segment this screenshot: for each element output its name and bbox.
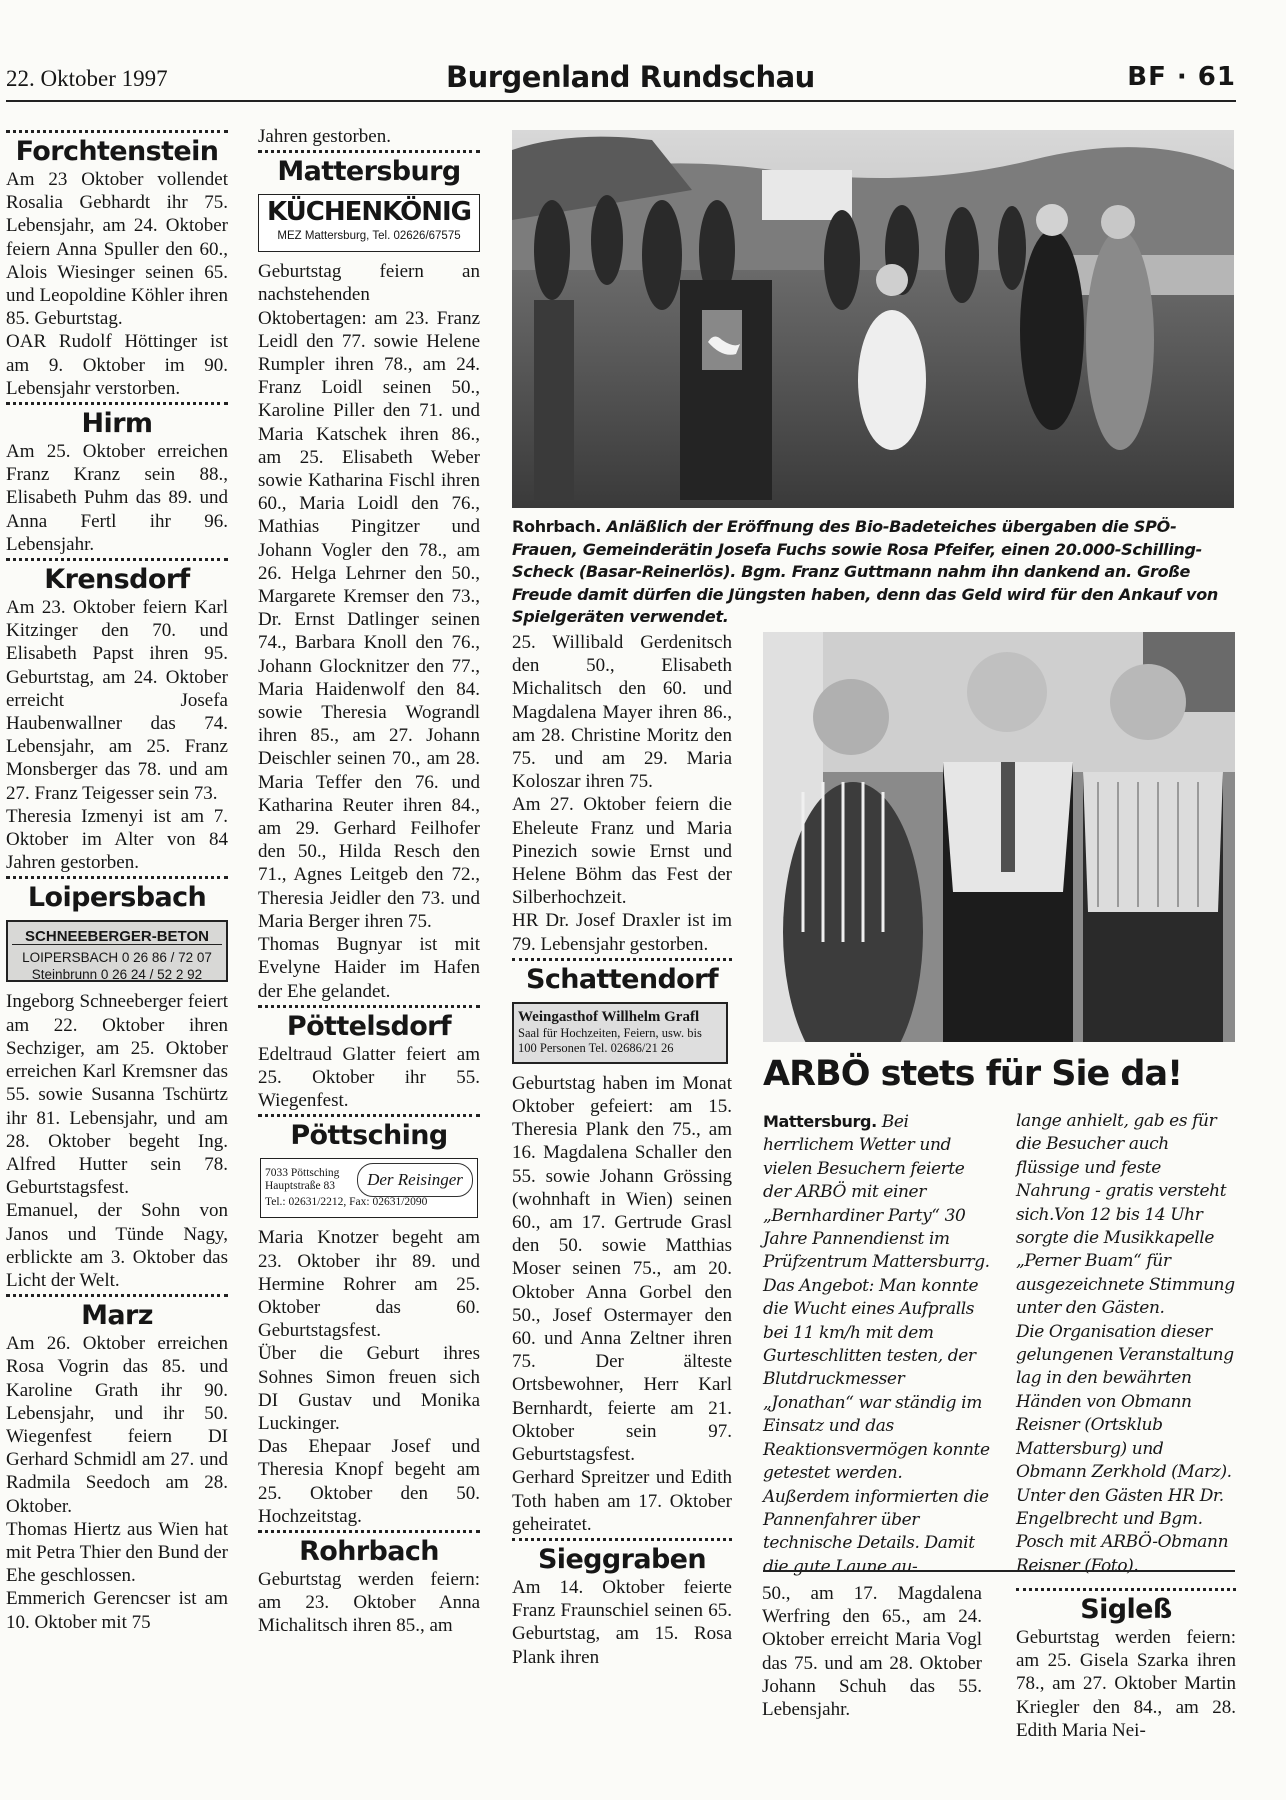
reisinger-logo: Der Reisinger (357, 1163, 473, 1197)
paragraph: Ingeborg Schneeberger feiert am 22. Oktober ihren Sechziger, am 25. Oktober erreichen Karl Kremsner das 55. sowie Susanna Tschürtz ihr 81. Lebensjahr, und am 28. Oktober begeht Ing. Alfred Hutter sein 78. Geburtstagsfest. (6, 991, 228, 1199)
photo-rohrbach-ceremony (512, 130, 1234, 508)
advertisement-kuechenkoenig (258, 194, 480, 252)
heading-sieggraben: Sieggraben (537, 1543, 707, 1575)
ad-text: Saal für Hochzeiten, Feiern, usw. bis 100 Personen Tel. 02686/21 26 (518, 1025, 702, 1055)
section-divider (258, 1005, 480, 1008)
ad-brand: KÜCHENKÖNIG (266, 197, 472, 228)
caption-place: Rohrbach. (512, 517, 602, 536)
section-divider (6, 402, 228, 405)
ad-phone-line: LOIPERSBACH 0 26 86 / 72 07 (22, 950, 212, 966)
heading-loipersbach: Loipersbach (27, 882, 207, 914)
section-divider (6, 876, 228, 879)
paragraph: 50., am 17. Magdalena Werfring den 65., am 24. Oktober erreicht Maria Vogl das 75. und am 28. Oktober Johann Schuh das 55. Lebensjahr. (762, 1583, 982, 1721)
section-divider (6, 130, 228, 133)
section-divider (258, 1114, 480, 1117)
paragraph: Thomas Bugnyar ist mit Evelyne Haider im Hafen der Ehe gelandet. (258, 934, 480, 1002)
photo-image (763, 632, 1235, 1042)
heading-poettelsdorf: Pöttelsdorf (286, 1010, 452, 1042)
paragraph: Über die Geburt ihres Sohnes Simon freuen sich DI Gustav und Monika Luckinger. (258, 1343, 480, 1434)
paragraph: Emanuel, der Sohn von Janos und Tünde Nagy, erblickte am 3. Oktober das Licht der Welt. (6, 1200, 228, 1291)
ad-contact: Tel.: 02631/2212, Fax: 02631/2090 (265, 1196, 428, 1209)
heading-siegless: Sigleß (1080, 1594, 1172, 1625)
paragraph: Das Ehepaar Josef und Theresia Knopf begeht am 25. Oktober den 50. Hochzeitstag. (258, 1436, 480, 1527)
section-divider (1016, 1588, 1236, 1591)
advertisement-schneeberger-beton (6, 920, 228, 982)
caption-text: Anläßlich der Eröffnung des Bio-Badeteiches übergaben die SPÖ-Frauen, Gemeinderätin Josefa Fuchs sowie Rosa Pfeifer, einen 20.000-Schilling-Scheck (Basar-Reinerlös). Bgm. Franz Guttmann nahm ihn dankend an. Große Freude damit dürfen die Jüngsten haben, denn das Geld wird für den Ankauf von Spielgeräten verwendet. (512, 517, 1218, 626)
paragraph: Geburtstag werden feiern: am 25. Gisela Szarka ihren 78., am 27. Oktober Martin Kriegler den 84., am 28. Edith Maria Nei- (1016, 1627, 1236, 1741)
ad-title: SCHNEEBERGER-BETON (25, 928, 209, 946)
arboe-article-col2 (1016, 1110, 1236, 1578)
ad-title: Weingasthof Willhelm Grafl (518, 1008, 700, 1025)
photo-image (512, 130, 1234, 508)
advertisement-reisinger (260, 1158, 478, 1218)
paragraph: Die Organisation dieser gelungenen Veranstaltung lag in den bewährten Händen von Obmann Reisner (Ortsklub Mattersburg) und Obmann Zerkhold (Marz). (1016, 1321, 1234, 1483)
ad-contact: MEZ Mattersburg, Tel. 02626/67575 (277, 230, 461, 242)
section-divider (512, 1538, 732, 1541)
newspaper-title: Burgenland Rundschau (446, 60, 815, 94)
section-divider (6, 558, 228, 561)
issue-date: 22. Oktober 1997 (6, 66, 168, 91)
heading-krensdorf: Krensdorf (44, 564, 190, 596)
paragraph: Das Angebot: Man konnte die Wucht eines Aufpralls bei 11 km/h mit dem Gurteschlitten testen, der Blutdruckmesser „Jonathan“ war ständig im Einsatz und das Reaktionsvermögen konnte getestet werden. Außerdem informierten die Pannenfahrer über technische Details. Damit die gute Laune au- (763, 1275, 990, 1577)
paragraph: Gerhard Spreitzer und Edith Toth haben am 17. Oktober geheiratet. (512, 1467, 732, 1535)
paragraph: Am 23 Oktober vollendet Rosalia Gebhardt ihr 75. Lebensjahr, am 24. Oktober feiern Anna Spuller den 60., Alois Wiesinger seinen 65. und Leopoldine Köhler ihren 85. Geburtstag. (6, 169, 228, 330)
ad-rule (12, 944, 222, 945)
paragraph: Geburtstag haben im Monat Oktober gefeiert: am 15. Theresia Plank den 75., am 16. Magdalena Schaller den 55. sowie Johann Grössing (wohnhaft in Wien) seinen 60., am 17. Gertrude Grasl den 50. sowie Matthias Moser seinen 75., am 20. Oktober Anna Gorbel den 50., Josef Ostermayer den 60. und Anna Zeltner ihren 75. Der älteste Ortsbewohner, Herr Karl Bernhardt, feierte am 21. Oktober sein 97. Geburtstagsfest. (512, 1072, 732, 1466)
paragraph: Am 23. Oktober feiern Karl Kitzinger den 70. und Elisabeth Papst ihren 95. Geburtstag, am 24. Oktober erreicht Josefa Haubenwallner das 74. Lebensjahr, am 25. Franz Monsberger das 78. und am 27. Franz Teigesser sein 73. (6, 597, 228, 804)
photo-arboe-guests (763, 632, 1235, 1042)
heading-rohrbach: Rohrbach (299, 1535, 439, 1567)
section-divider (6, 1294, 228, 1297)
paragraph: Am 14. Oktober feierte Franz Fraunschiel seinen 65. Geburtstag, am 15. Rosa Plank ihren (512, 1576, 732, 1668)
paragraph: Jahren gestorben. (258, 126, 391, 147)
paragraph: 25. Willibald Gerdenitsch den 50., Elisabeth Michalitsch den 60. und Magdalena Mayer ihren 86., am 28. Christine Moritz den 75. und am 29. Maria Koloszar ihren 75. (512, 632, 732, 793)
column-4-continued (762, 1582, 982, 1721)
column-2 (258, 125, 480, 1638)
photo-caption-rohrbach (512, 516, 1234, 629)
arboe-headline: ARBÖ stets für Sie da! (763, 1054, 1183, 1094)
arboe-article-col1 (763, 1110, 991, 1579)
ad-phone-line: Steinbrunn 0 26 24 / 52 2 92 (31, 967, 203, 983)
paragraph: Theresia Izmenyi ist am 7. Oktober im Alter von 84 Jahren gestorben. (6, 805, 228, 874)
heading-hirm: Hirm (81, 408, 153, 440)
paragraph: lange anhielt, gab es für die Besucher auch flüssige und feste Nahrung - gratis versteht sich.Von 12 bis 14 Uhr sorgte die Musikkapelle „Perner Buam“ für ausgezeichnete Stimmung unter den Gästen. (1016, 1111, 1235, 1319)
paragraph: Maria Knotzer begeht am 23. Oktober ihr 89. und Hermine Rohrer am 25. Oktober das 60. Geburtstagsfest. (258, 1227, 480, 1342)
paragraph: Geburtstag werden feiern: am 23. Oktober Anna Michalitsch ihren 85., am (258, 1568, 480, 1637)
paragraph: Thomas Hiertz aus Wien hat mit Petra Thier den Bund der Ehe geschlossen. (6, 1518, 228, 1587)
paragraph: Am 25. Oktober erreichen Franz Kranz sein 88., Elisabeth Puhm das 89. und Anna Fertl ihr 96. Lebensjahr. (6, 441, 228, 555)
paragraph: Am 26. Oktober erreichen Rosa Vogrin das 85. und Karoline Grath ihr 90. Lebensjahr, und ihr 50. Wiegenfest feiern DI Gerhard Schmidl am 27. und Radmila Seedoch am 28. Oktober. (6, 1333, 228, 1517)
advertisement-weingasthof-grafl (512, 1002, 728, 1064)
paragraph: OAR Rudolf Höttinger ist am 9. Oktober im 90. Lebensjahr verstorben. (6, 331, 228, 399)
paragraph: Bei herrlichem Wetter und vielen Besuchern feierte der ARBÖ mit einer „Bernhardiner Party“ 30 Jahre Pannendienst im Prüfzentrum Mattersburrg. (763, 1112, 990, 1273)
column-1 (6, 128, 228, 1634)
section-divider (258, 1530, 480, 1533)
section-divider (512, 958, 732, 961)
paragraph: Emmerich Gerencser ist am 10. Oktober mit 75 (6, 1588, 228, 1633)
heading-poettsching: Pöttsching (290, 1120, 448, 1152)
paragraph: Geburtstag feiern an nachstehenden Oktobertagen: am 23. Franz Leidl den 77. sowie Helene Rumpler ihren 78., am 24. Franz Loidl seinen 50., Karoline Piller den 71. und Maria Katschek ihren 86., am 25. Elisabeth Weber sowie Katharina Fischl ihren 60., Maria Loidl den 76., Mathias Pingitzer und Johann Vogler den 78., am 26. Helga Lehrner den 50., Margarete Kremser den 73., Dr. Ernst Datlinger seinen 74., Barbara Knoll den 76., Johann Glocknitzer den 77., Maria Haidenwolf den 84. sowie Theresia Wograndl ihren 85., am 27. Johann Deischler seinen 70., am 28. Maria Teffer den 76. und Katharina Reuter ihren 84., am 29. Gerhard Feilhofer den 50., Hilda Resch den 71., Agnes Leitgeb den 72., Theresia Jeidler den 73. und Maria Berger ihren 75. (258, 261, 480, 932)
heading-schattendorf: Schattendorf (526, 963, 718, 995)
ad-address: 7033 Pöttsching Hauptstraße 83 (265, 1167, 340, 1193)
masthead (6, 58, 1236, 102)
heading-forchtenstein: Forchtenstein (15, 136, 219, 167)
paragraph: Am 27. Oktober feiern die Eheleute Franz und Maria Pinezich sowie Ernst und Helene Böhm das Fest der Silberhochzeit. (512, 794, 732, 909)
section-divider (258, 150, 480, 153)
article-place: Mattersburg. (763, 1112, 877, 1131)
paragraph: HR Dr. Josef Draxler ist im 79. Lebensjahr gestorben. (512, 910, 732, 955)
paragraph: Unter den Gästen HR Dr. Engelbrecht und Bgm. Posch mit ARBÖ-Obmann Reisner (Foto). (1016, 1485, 1229, 1576)
article-rule (763, 1570, 1235, 1572)
heading-mattersburg: Mattersburg (277, 156, 461, 188)
column-5-siegless (1016, 1586, 1236, 1742)
page-number: BF · 61 (1127, 62, 1236, 92)
paragraph: Edeltraud Glatter feiert am 25. Oktober ihr 55. Wiegenfest. (258, 1043, 480, 1112)
heading-marz: Marz (81, 1300, 153, 1332)
column-3 (512, 631, 732, 1669)
